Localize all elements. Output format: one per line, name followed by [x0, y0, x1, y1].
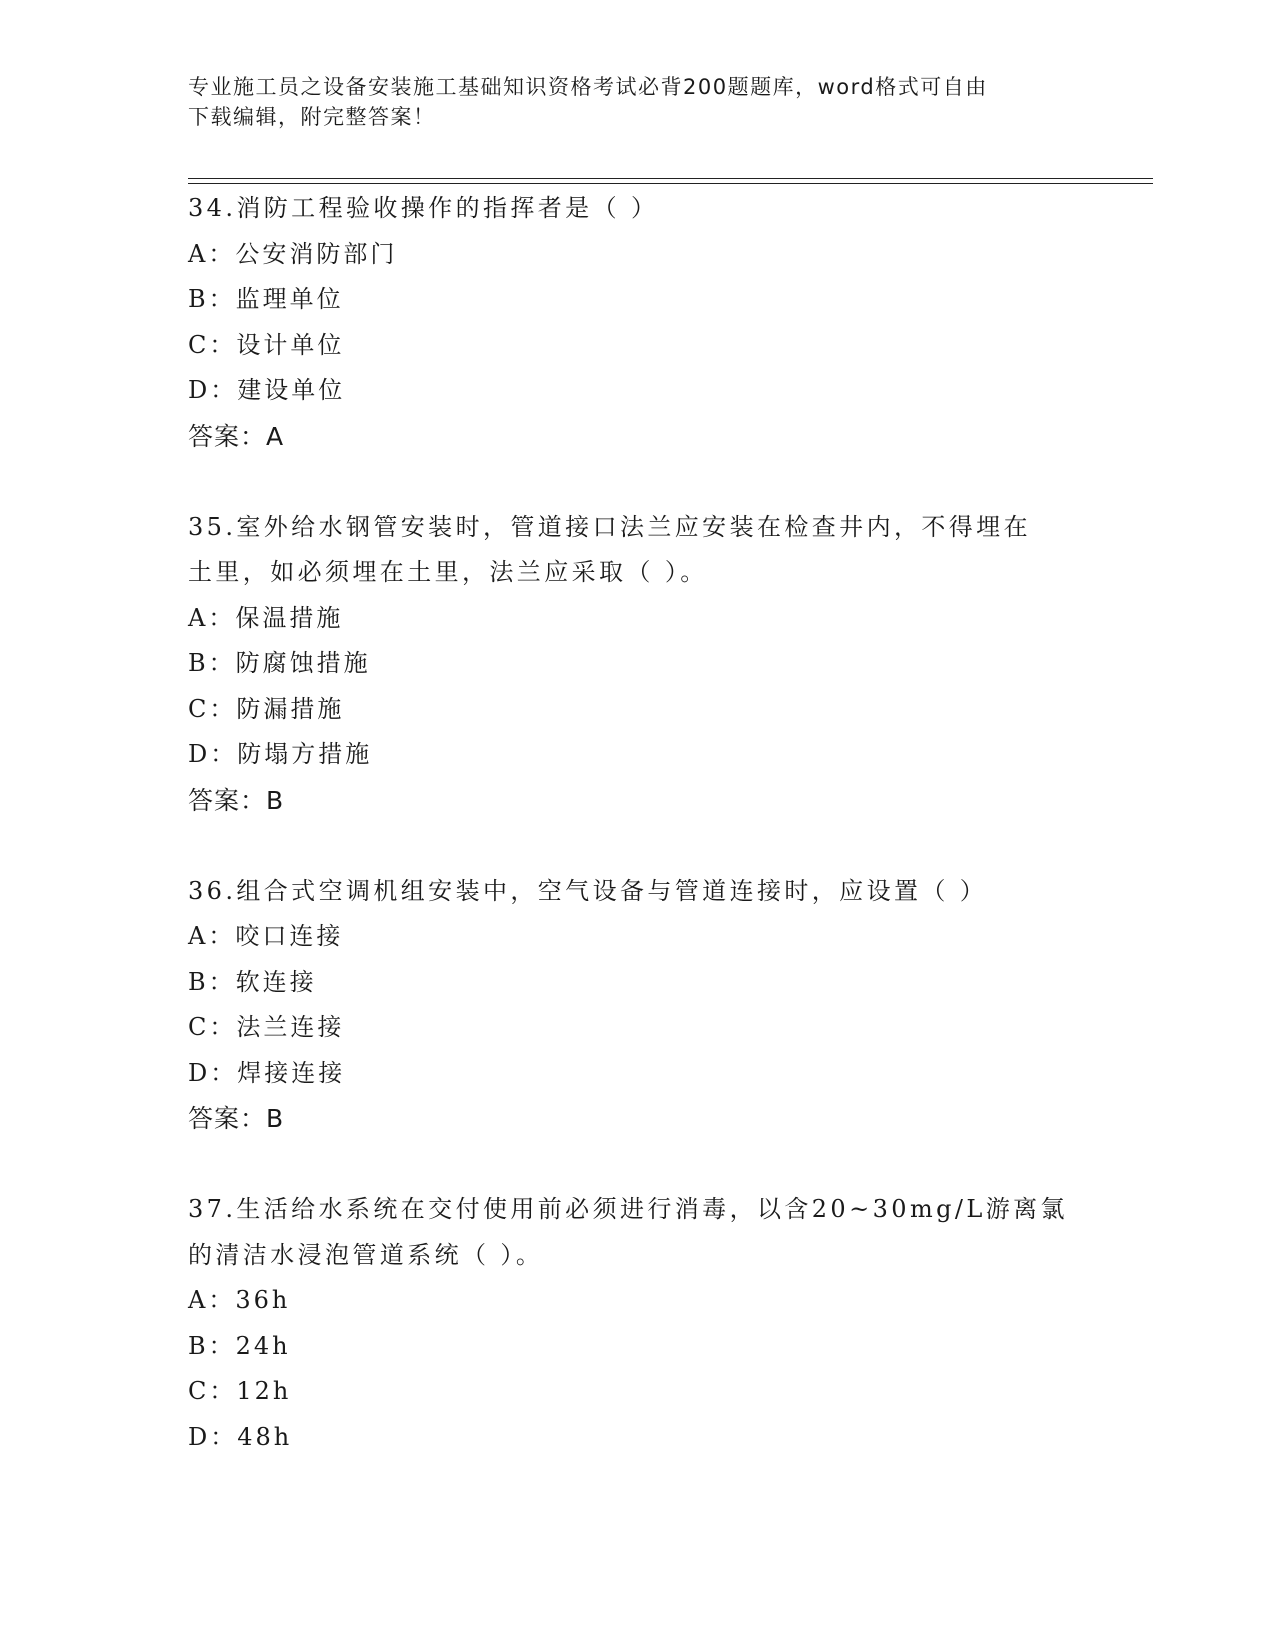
header-divider-top — [188, 178, 1153, 179]
question-item — [188, 869, 1088, 1142]
spacer — [188, 823, 1088, 869]
spacer — [188, 459, 1088, 505]
question-stem: 37.生活给水系统在交付使用前必须进行消毒，以含20~30mg/L游离氯 — [188, 1195, 1068, 1223]
spacer — [188, 1142, 1088, 1188]
question-item — [188, 186, 1088, 459]
header-line-1: 专业施工员之设备安装施工基础知识资格考试必背200题题库，word格式可自由 — [188, 75, 988, 99]
question-stem: 36.组合式空调机组安装中，空气设备与管道连接时，应设置（ ） — [188, 876, 988, 905]
answer-line: 答案：B — [188, 785, 285, 815]
answer-line: 答案：B — [188, 1104, 285, 1133]
option-a: A：公安消防部门 — [188, 239, 398, 268]
question-stem: 34.消防工程验收操作的指挥者是（ ） — [188, 194, 659, 222]
option-c: C：设计单位 — [188, 330, 345, 359]
question-stem: 35.室外给水钢管安装时，管道接口法兰应安装在检查井内，不得埋在 — [188, 512, 1031, 541]
option-d: D：建设单位 — [188, 376, 346, 404]
option-b: B：软连接 — [188, 967, 317, 996]
answer-line: 答案：A — [188, 421, 285, 451]
option-a: A：36h — [188, 1286, 291, 1314]
option-c: C：防漏措施 — [188, 694, 345, 723]
option-d: D：焊接连接 — [188, 1058, 346, 1087]
question-stem-continued: 土里，如必须埋在土里，法兰应采取（ ）。 — [188, 558, 708, 586]
document-header — [188, 72, 1068, 132]
option-a: A：咬口连接 — [188, 922, 344, 950]
question-item — [188, 1187, 1088, 1460]
option-b: B：24h — [188, 1331, 291, 1360]
question-item — [188, 505, 1088, 824]
question-list — [188, 186, 1088, 1460]
header-divider-bottom — [188, 183, 1153, 184]
option-c: C：法兰连接 — [188, 1013, 345, 1041]
option-d: D：48h — [188, 1422, 293, 1451]
option-b: B：防腐蚀措施 — [188, 649, 371, 677]
header-line-2: 下载编辑，附完整答案！ — [188, 105, 436, 129]
option-c: C：12h — [188, 1377, 292, 1405]
option-a: A：保温措施 — [188, 603, 344, 632]
question-stem-continued: 的清洁水浸泡管道系统（ ）。 — [188, 1240, 544, 1269]
option-d: D：防塌方措施 — [188, 740, 373, 768]
option-b: B：监理单位 — [188, 285, 344, 313]
